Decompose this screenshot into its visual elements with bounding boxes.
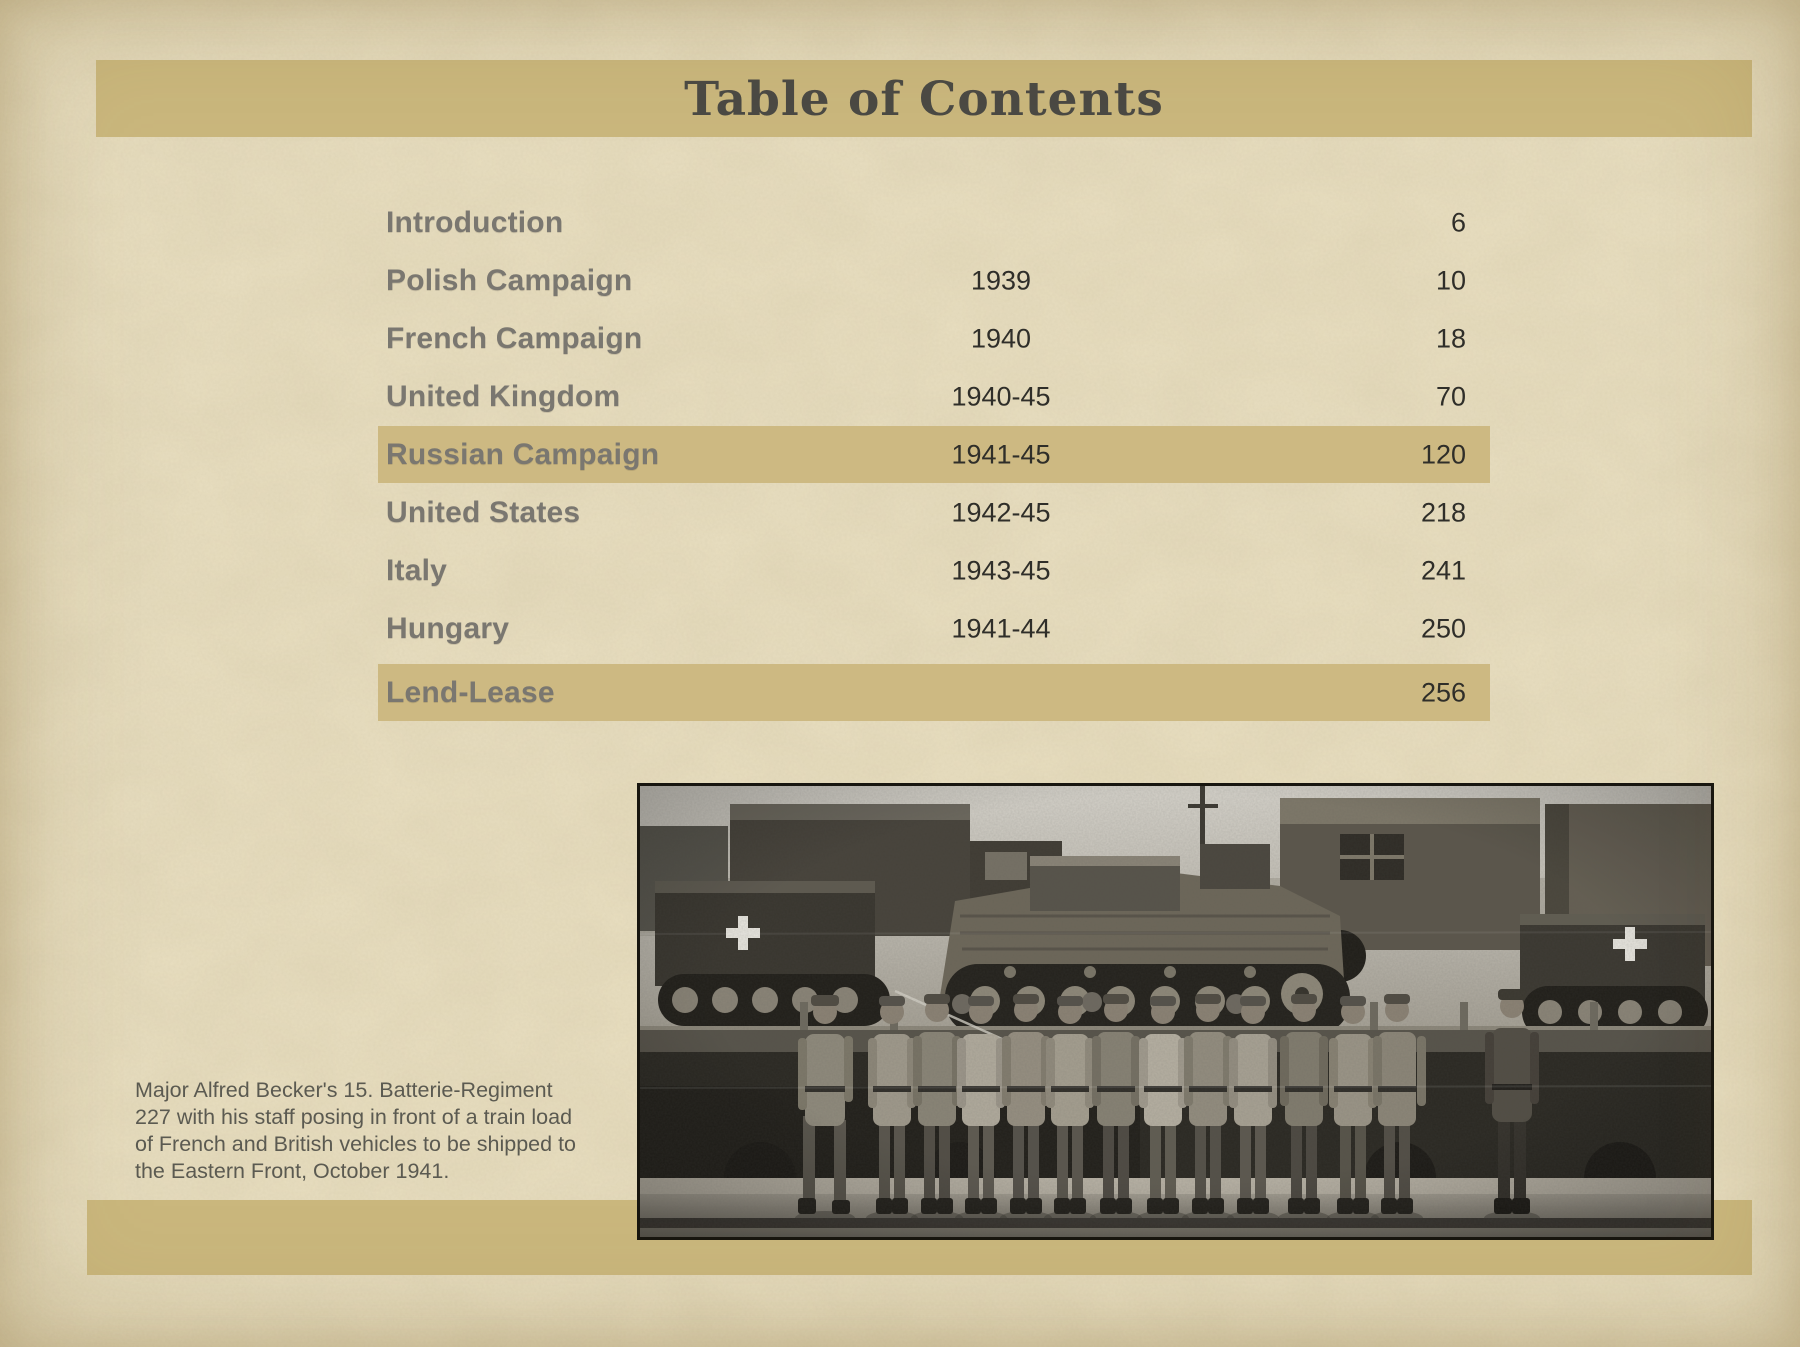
toc-row[interactable] xyxy=(378,484,1490,541)
chapter-title: Russian Campaign xyxy=(386,437,660,471)
chapter-year: 1941-44 xyxy=(951,613,1051,643)
toc-row[interactable] xyxy=(378,664,1490,721)
chapter-year: 1941-45 xyxy=(951,439,1051,469)
toc-row[interactable] xyxy=(378,426,1490,483)
page-title: Table of Contents xyxy=(684,72,1164,127)
chapter-year: 1940-45 xyxy=(951,381,1051,411)
chapter-title: Hungary xyxy=(386,611,510,645)
chapter-year: 1940 xyxy=(970,323,1032,353)
chapter-page-number: 120 xyxy=(1420,439,1466,469)
toc-row[interactable] xyxy=(378,600,1490,657)
chapter-year: 1943-45 xyxy=(951,555,1051,585)
chapter-page-number: 10 xyxy=(1435,265,1466,295)
chapter-title: United States xyxy=(386,495,581,529)
toc-row[interactable] xyxy=(378,310,1490,367)
photo-image xyxy=(640,786,1711,1237)
chapter-title: Introduction xyxy=(386,205,564,239)
toc-row[interactable] xyxy=(378,252,1490,309)
chapter-page-number: 218 xyxy=(1420,497,1466,527)
photo-caption: Major Alfred Becker's 15. Batterie-Regiment 227 with his staff posing in front of a train load of French and British vehicles to be shipped to the Eastern Front, October 1941. xyxy=(135,1078,577,1183)
chapter-year: 1942-45 xyxy=(951,497,1051,527)
toc-row[interactable] xyxy=(378,368,1490,425)
chapter-page-number: 70 xyxy=(1435,381,1466,411)
toc-row[interactable] xyxy=(378,542,1490,599)
photo-train-soldiers xyxy=(637,783,1714,1240)
chapter-title: French Campaign xyxy=(386,321,643,355)
chapter-title: Polish Campaign xyxy=(386,263,633,297)
chapter-year: 1939 xyxy=(970,265,1032,295)
chapter-page-number: 241 xyxy=(1420,555,1466,585)
chapter-page-number: 6 xyxy=(1450,207,1466,237)
chapter-page-number: 250 xyxy=(1420,613,1466,643)
chapter-title: United Kingdom xyxy=(386,379,621,413)
chapter-title: Lend-Lease xyxy=(386,675,555,709)
toc-row[interactable] xyxy=(378,194,1490,251)
chapter-page-number: 18 xyxy=(1435,323,1466,353)
chapter-page-number: 256 xyxy=(1420,677,1466,707)
chapter-title: Italy xyxy=(386,553,448,587)
